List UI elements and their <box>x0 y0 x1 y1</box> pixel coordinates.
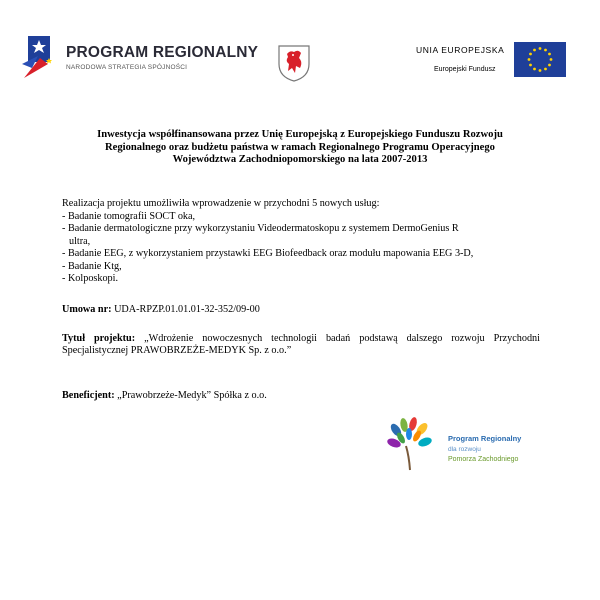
program-subtitle: NARODOWA STRATEGIA SPÓJNOŚCI <box>66 64 188 71</box>
eu-flag-icon <box>514 42 566 77</box>
eu-logo-block <box>400 40 570 80</box>
service-text: - Badanie tomografii SOCT oka, <box>62 211 196 222</box>
project-title <box>62 333 540 358</box>
footer-logo-line2: dla rozwoju <box>448 446 481 453</box>
list-item <box>62 223 542 248</box>
tree-icon <box>386 416 434 472</box>
pomorze-zachodnie-logo <box>386 416 546 472</box>
footer-logo-line1: Program Regionalny <box>448 434 522 443</box>
list-item <box>62 273 542 285</box>
services-list <box>62 211 542 285</box>
service-text: - Kolposkopi. <box>62 273 119 285</box>
funding-heading <box>70 129 530 167</box>
contract-label: Umowa nr: <box>62 304 112 315</box>
service-text: - Badanie dermatologiczne przy wykorzystaniu Videodermatoskopu z systemem DermoGenius R <box>62 223 459 235</box>
eu-fund-label: Europejski Fundusz <box>434 66 496 73</box>
beneficiary-value: „Prawobrzeże-Medyk” Spółka z o.o. <box>114 390 267 401</box>
heading-line: Województwa Zachodniopomorskiego na lata 2007-2013 <box>172 154 428 165</box>
project-title-label: Tytuł projektu: <box>62 333 136 344</box>
footer-logo-line3: Pomorza Zachodniego <box>448 456 519 463</box>
beneficiary <box>62 390 542 402</box>
heading-line: Regionalnego oraz budżetu państwa w ramach Regionalnego Programu Operacyjnego <box>105 141 495 153</box>
contract-number <box>62 304 542 316</box>
program-title: PROGRAM REGIONALNY <box>66 44 259 61</box>
service-text: - Badanie Ktg, <box>62 260 122 272</box>
griffin-crest-icon <box>276 44 312 82</box>
program-regionalny-logo <box>22 34 259 84</box>
list-item <box>62 211 542 223</box>
list-item <box>62 248 542 260</box>
beneficiary-label: Beneficjent: <box>62 390 115 401</box>
heading-line: Inwestycja współfinansowana przez Unię Europejską z Europejskiego Funduszu Rozwoju <box>97 129 503 140</box>
service-text: - Badanie EEG, z wykorzystaniem przystawki EEG Biofeedback oraz modułu mapowania EEG 3-D, <box>62 248 474 260</box>
contract-value: UDA-RPZP.01.01.01-32-352/09-00 <box>111 304 260 315</box>
intro-text: Realizacja projektu umożliwiła wprowadzenie w przychodni 5 nowych usług: <box>62 198 380 209</box>
service-text-continuation: ultra, <box>69 235 91 247</box>
star-flag-icon <box>22 34 58 78</box>
eu-label: UNIA EUROPEJSKA <box>416 45 505 55</box>
list-item <box>62 261 542 273</box>
project-title-value: „Wdrożenie nowoczesnych technologii badań podstawą dalszego rozwoju Przychodni Specjalistycznej PRAWOBRZEŻE-MEDYK Sp. z o.o.” <box>62 333 540 357</box>
